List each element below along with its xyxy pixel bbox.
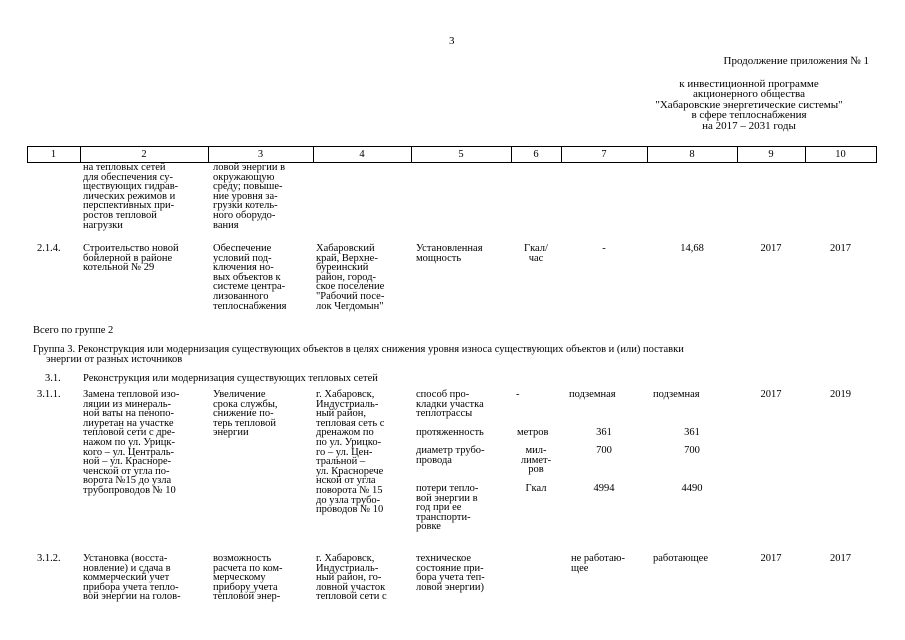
param-before: 4994 [593, 483, 615, 494]
row-name: Строительство новой бойлерной в районе котельной № 29 [83, 243, 179, 274]
column-divider [876, 146, 877, 163]
param-after: подземная [653, 389, 700, 400]
param-before: подземная [569, 389, 616, 400]
group-title: Группа 3. Реконструкция или модернизация существующих объектов в целях снижения уровня износа существующих объектов и (или) поставки энергии от разных источников [33, 344, 684, 365]
appendix-line: на 2017 – 2031 годы [702, 119, 796, 132]
param-name: способ про- кладки участка теплотрассы [416, 389, 484, 420]
row-number: 3.1.1. [37, 389, 61, 400]
param-before: 700 [596, 445, 612, 456]
row-end-year: 2017 [830, 553, 851, 564]
appendix-line: в сфере теплоснабжения [691, 109, 807, 121]
column-header: 3 [257, 149, 264, 160]
cont-cell-name: на тепловых сетей для обеспечения су- ществующих гидрав- лических режимов и перспективных при- ростов тепловой нагрузки [83, 162, 179, 231]
row-value-after: 14,68 [680, 243, 704, 254]
group-total: Всего по группе 2 [33, 325, 114, 336]
column-header: 10 [835, 149, 846, 160]
row-name: Замена тепловой изо- ляции из минераль- ной ваты на пенопо- лиуретан на участке тепловой сети с дре- нажом по ул. Урицк- кого – ул. Централь- ной – ул. Краснорe- ченской от угла по- ворота №15 до узла трубопроводов № 10 [83, 389, 180, 496]
row-end-year: 2017 [830, 243, 851, 254]
param-unit: метров [517, 427, 549, 438]
row-purpose: возможность расчета по ком- мерческому прибору учета тепловой энер- [213, 553, 283, 603]
row-parameter: Установленная мощность [416, 243, 483, 264]
param-name: диаметр трубо- провода [416, 445, 485, 466]
column-header: 9 [768, 149, 774, 160]
section-title: Реконструкция или модернизация существующих тепловых сетей [83, 373, 378, 384]
column-header: 7 [601, 149, 607, 160]
row-value-before: - [602, 243, 606, 254]
param-before: 361 [596, 427, 612, 438]
page-number: 3 [449, 35, 455, 47]
section-number: 3.1. [45, 373, 61, 384]
row-purpose: Обеспечение условий под- ключения но- вых объектов к системе центра- лизованного теплоснабжения [213, 243, 287, 312]
appendix-continuation: Продолжение приложения № 1 [723, 55, 869, 67]
param-unit: Гкал [525, 483, 547, 494]
param-after: 361 [684, 427, 700, 438]
row-start-year: 2017 [760, 389, 782, 400]
param-unit: - [516, 389, 520, 400]
row-number: 3.1.2. [37, 553, 61, 564]
param-name: протяженность [416, 427, 484, 438]
param-after: 700 [684, 445, 700, 456]
param-name: потери тепло- вой энергии в год при ее транспорти- ровке [416, 483, 479, 533]
column-header: 4 [359, 149, 365, 160]
cont-cell-purpose: ловой энергии в окружающую среду; повыше- ние уровня за- грузки котель- ного оборудо- вания [213, 162, 286, 231]
column-header: 1 [50, 149, 57, 160]
param-unit: мил- лимет- ров [520, 445, 552, 476]
column-header: 5 [458, 149, 464, 160]
row-purpose: Увеличение срока службы, снижение по- терь тепловой энергии [213, 389, 278, 439]
appendix-line: акционерного общества [693, 88, 805, 100]
row-name: Установка (восста- новление) и сдача в коммерческий учет прибора учета тепло- вой энергии на голов- [83, 553, 181, 603]
row-location: Хабаровский край, Верхне- буреинский район, город- ское поселение "Рабочий посе- лок Чегдомын" [316, 243, 385, 312]
table-header-top-border [27, 146, 877, 147]
column-header: 8 [689, 149, 695, 160]
row-number: 2.1.4. [37, 243, 61, 254]
column-header: 2 [141, 149, 147, 160]
row-parameter: техническое состояние при- бора учета теп- ловой энергии) [416, 553, 485, 593]
row-start-year: 2017 [760, 553, 782, 564]
appendix-line: "Хабаровские энергетические системы" [655, 98, 843, 111]
param-after: 4490 [681, 483, 703, 494]
appendix-line: к инвестиционной программе [679, 77, 819, 90]
appendix-header [629, 56, 869, 131]
row-unit: Гкал/ час [524, 243, 548, 264]
row-value-before: не работаю- щее [571, 553, 625, 574]
row-start-year: 2017 [760, 243, 782, 254]
column-header: 6 [533, 149, 539, 160]
row-value-after: работающее [653, 553, 708, 564]
row-end-year: 2019 [830, 389, 851, 400]
row-location: г. Хабаровск, Индустриаль- ный район, го- ловной участок тепловой сети с [316, 553, 387, 603]
row-location: г. Хабаровск, Индустриаль- ный район, тепловая сеть с дренажом по по ул. Урицко- го – ул. Цен- тральной – ул. Краснорече нской от угла поворота № 15 до узла трубо- проводов № 10 [316, 389, 385, 516]
